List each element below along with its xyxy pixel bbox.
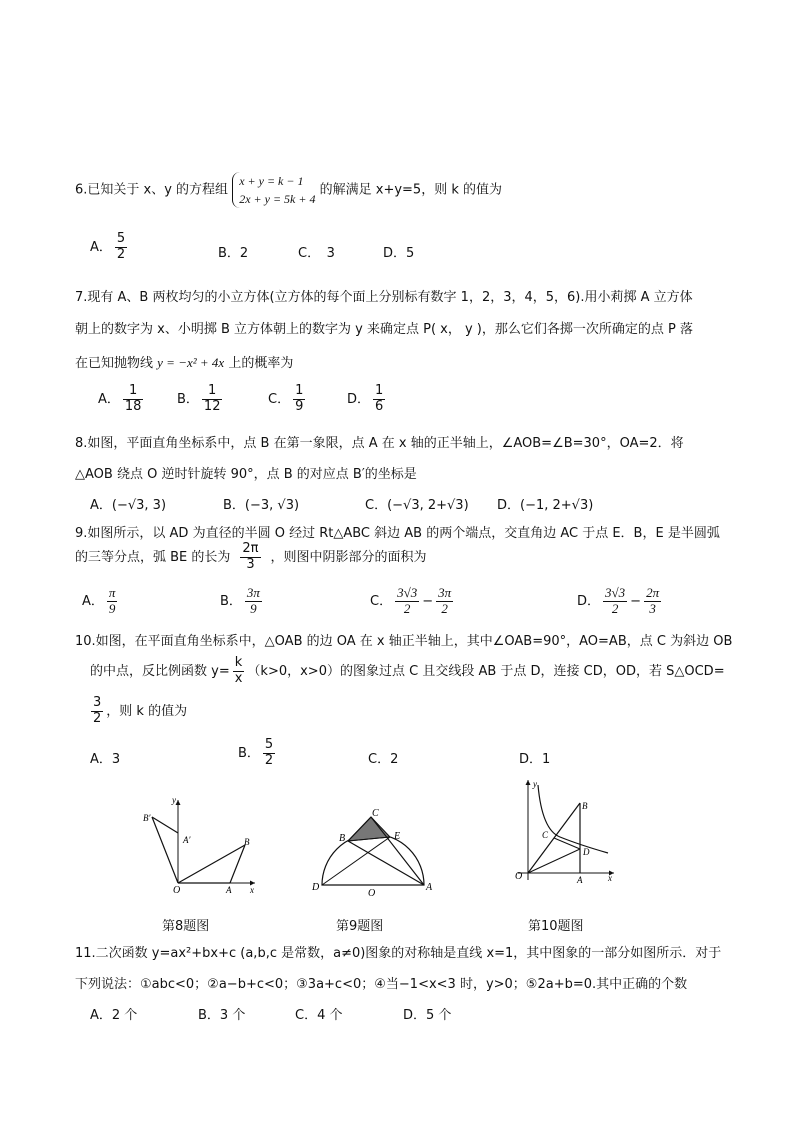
q9-line1: 9.如图所示，以 AD 为直径的半圆 O 经过 Rt△ABC 斜边 AB 的两个端点，交直角边 AC 于点 E．B，E 是半圆弧	[75, 526, 720, 541]
q10-option-d: D．1	[519, 752, 551, 767]
fig10-y-arrow	[526, 780, 531, 785]
q6-equation-system	[232, 172, 315, 208]
q10-option-b-label: B．	[238, 745, 260, 761]
q6-suffix: 的解满足 x+y=5，则 k 的值为	[319, 182, 502, 198]
q9-option-b-label: B．	[220, 593, 242, 609]
fig10-label-y: y	[533, 779, 537, 789]
q9-option-c-minus: −	[422, 593, 434, 609]
q10-line2-prefix: 的中点，反比例函数 y=	[90, 663, 230, 679]
q6-option-b: B．2	[218, 246, 249, 261]
q11-line2: 下列说法：①abc<0；②a−b+c<0；③3a+c<0；④当−1<x<3 时，y>0；⑤2a+b=0.其中正确的个数	[75, 977, 688, 992]
fig10-label-o: O	[515, 871, 523, 882]
q6-option-d: D．5	[383, 246, 415, 261]
q7-option-a	[98, 384, 146, 415]
q7-option-a-num: 1	[123, 384, 144, 400]
q8-line2: △AOB 绕点 O 逆时针旋转 90°，点 B 的对应点 B′的坐标是	[75, 467, 417, 482]
fig9-segment-ab	[348, 841, 424, 885]
q9-option-b	[220, 586, 265, 617]
fig8-label-y: y	[172, 795, 176, 805]
fig9-semicircle	[322, 834, 424, 885]
q9-arc-length-num: 2π	[242, 541, 259, 556]
fig8-segment-ob	[178, 845, 245, 883]
q9-option-d-t2-num: 2π	[646, 585, 660, 600]
q7-option-c-den: 9	[295, 398, 304, 414]
q7-option-d	[347, 384, 388, 415]
fig8-y-arrow	[176, 800, 181, 805]
q9-option-c-t2-den: 2	[441, 600, 448, 616]
q7-option-d-label: D．	[347, 391, 371, 407]
fig9-label-c: C	[372, 808, 379, 819]
q9-option-d-label: D．	[577, 593, 601, 609]
q9-option-d-t1-den: 2	[611, 600, 619, 616]
fig9-label-e: E	[394, 831, 401, 842]
q7-option-b-label: B．	[177, 391, 199, 407]
q10-function-num: k	[233, 656, 245, 672]
q9-option-a	[82, 586, 120, 617]
q7-option-d-den: 6	[375, 398, 384, 414]
q10-line3-suffix: ，则 k 的值为	[106, 703, 188, 719]
q9-option-b-num: 3π	[246, 585, 260, 600]
fig10-label-d: D	[583, 847, 590, 857]
q10-line3	[88, 696, 187, 727]
q9-option-d-t2-den: 3	[649, 600, 656, 616]
fig9-segment-de	[322, 837, 390, 885]
fig8-label-x: x	[250, 885, 254, 895]
q9-option-b-den: 9	[250, 600, 257, 616]
q7-line3-suffix: 上的概率为	[228, 356, 294, 371]
q7-option-c	[268, 384, 308, 415]
q10-area-num: 3	[93, 695, 102, 710]
fig8-label-a: A	[226, 885, 232, 895]
q7-option-c-num: 1	[295, 383, 304, 398]
q9-line2-prefix: 的三等分点，弧 BE 的长为	[75, 549, 231, 565]
figure-q10	[508, 775, 620, 885]
q7-option-c-label: C．	[268, 391, 291, 407]
fig9-segment-ca	[371, 817, 424, 885]
q9-option-a-label: A．	[82, 593, 104, 609]
fig9-caption: 第9题图	[336, 919, 384, 934]
q6-eq2: 2x + y = 5k + 4	[239, 192, 316, 206]
q6-option-a	[90, 232, 130, 263]
q10-area-den: 2	[93, 710, 102, 726]
q7-option-b	[177, 384, 225, 415]
fig8-segment-ab	[230, 845, 245, 883]
q10-function-den: x	[234, 670, 243, 686]
figure-q8	[140, 795, 260, 900]
q9-option-c	[370, 586, 456, 617]
q6-prefix: 6.已知关于 x、y 的方程组	[75, 182, 229, 198]
q8-option-c: C．(−√3, 2+√3)	[365, 498, 469, 513]
q7-option-b-num: 1	[202, 384, 223, 400]
figure-q9	[308, 805, 438, 900]
q9-option-d-minus: −	[630, 593, 642, 609]
fig9-label-a: A	[426, 882, 433, 893]
q9-option-a-den: 9	[108, 600, 116, 616]
q6-option-c: C． 3	[298, 246, 335, 261]
fig10-label-b: B	[582, 801, 588, 811]
q8-option-a: A．(−√3, 3)	[90, 498, 167, 513]
q10-line2	[90, 656, 725, 687]
q7-line2: 朝上的数字为 x、小明掷 B 立方体朝上的数字为 y 来确定点 P( x， y )，那么它们各掷一次所确定的点 P 落	[75, 322, 693, 337]
q9-option-a-num: π	[108, 585, 116, 600]
q7-option-d-num: 1	[375, 383, 384, 398]
q11-option-a: A．2 个	[90, 1008, 138, 1023]
q9-option-c-t2-num: 3π	[438, 585, 452, 600]
q9-option-d-t1-num: 3√3	[605, 585, 626, 600]
q9-option-d	[577, 586, 664, 617]
q8-option-d: D．(−1, 2+√3)	[497, 498, 594, 513]
q9-arc-length-den: 3	[246, 556, 255, 572]
q7-option-a-label: A．	[98, 391, 120, 407]
fig8-caption: 第8题图	[162, 919, 210, 934]
q10-option-c: C．2	[368, 752, 399, 767]
q7-parabola-formula: y = −x² + 4x	[157, 355, 225, 370]
q9-option-c-t1-den: 2	[403, 600, 411, 616]
q10-line1: 10.如图，在平面直角坐标系中，△OAB 的边 OA 在 x 轴正半轴上，其中∠OAB=90°，AO=AB，点 C 为斜边 OB	[75, 634, 733, 649]
q10-option-b-num: 5	[264, 737, 274, 752]
fig10-segment-od	[528, 849, 580, 873]
q11-option-c: C．4 个	[295, 1008, 343, 1023]
fig8-segment-a1b1	[152, 817, 178, 833]
fig8-segment-ob1	[152, 817, 178, 883]
fig10-hyperbola	[538, 785, 608, 853]
fig8-label-o: O	[173, 885, 181, 896]
q6-eq1: x + y = k − 1	[239, 174, 304, 188]
q6-option-a-den: 2	[116, 246, 126, 262]
q7-option-a-den: 18	[124, 398, 142, 414]
q9-line2	[75, 542, 427, 573]
q11-line1: 11.二次函数 y=ax²+bx+c (a,b,c 是常数，a≠0)图象的对称轴是直线 x=1，其中图象的一部分如图所示．对于	[75, 946, 722, 961]
q10-line2-suffix: （k>0，x>0）的图象过点 C 且交线段 AB 于点 D，连接 CD，OD，若 S△OCD=	[247, 663, 725, 679]
q9-option-c-label: C．	[370, 593, 393, 609]
q11-option-d: D．5 个	[403, 1008, 452, 1023]
q7-line3-prefix: 在已知抛物线	[75, 356, 154, 371]
q10-option-b-den: 2	[264, 752, 274, 768]
q7-line1: 7.现有 A、B 两枚均匀的小立方体(立方体的每个面上分别标有数字 1，2，3，4，5，6).用小莉掷 A 立方体	[75, 290, 693, 305]
q11-option-b: B．3 个	[198, 1008, 246, 1023]
fig10-label-a: A	[577, 875, 583, 885]
q10-option-a: A．3	[90, 752, 121, 767]
q7-line3	[75, 352, 293, 371]
q7-option-b-den: 12	[203, 398, 221, 414]
fig9-label-o: O	[368, 888, 376, 899]
q6-option-a-fraction	[115, 232, 127, 263]
q8-option-b: B．(−3, √3)	[223, 498, 300, 513]
fig10-label-x: x	[608, 873, 612, 883]
q9-line2-suffix: ，则图中阴影部分的面积为	[270, 549, 427, 565]
q8-line1: 8.如图，平面直角坐标系中，点 B 在第一象限，点 A 在 x 轴的正半轴上，∠AOB=∠B=30°，OA=2．将	[75, 436, 684, 451]
q6-option-a-label: A．	[90, 239, 112, 255]
fig8-label-a1: A′	[183, 835, 191, 845]
fig8-label-b: B	[244, 837, 250, 847]
fig8-label-b1: B′	[143, 813, 151, 823]
q9-option-c-t1-num: 3√3	[397, 585, 418, 600]
fig10-caption: 第10题图	[528, 919, 584, 934]
fig9-label-d: D	[312, 882, 320, 893]
q10-option-b	[238, 738, 278, 769]
fig10-label-c: C	[542, 830, 549, 840]
q6-stem	[75, 172, 502, 208]
fig9-label-b: B	[339, 833, 346, 844]
q6-option-a-num: 5	[116, 231, 126, 246]
